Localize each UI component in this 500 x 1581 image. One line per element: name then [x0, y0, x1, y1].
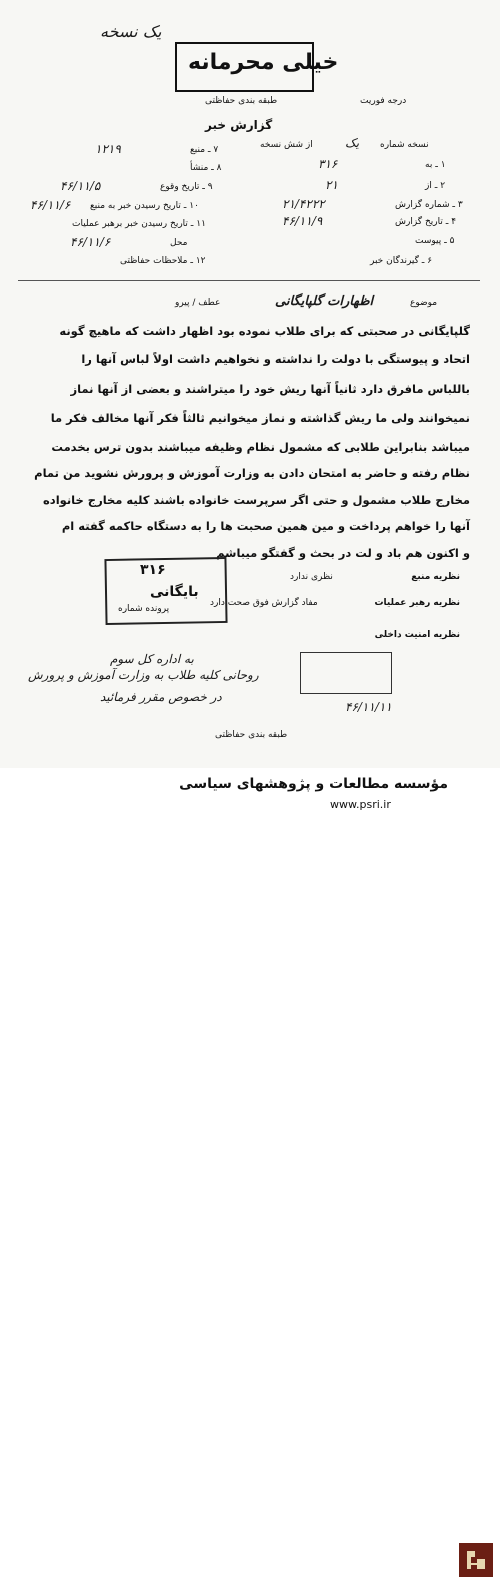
field-value: ۴۶/۱۱/۶	[70, 235, 111, 249]
body-line: مخارج طلاب مشمول و حتی اگر سرپرست خانواده باشند کلیه مخارج خانواده	[43, 493, 470, 507]
field-value: یک	[345, 136, 360, 150]
institute-url: www.psri.ir	[330, 798, 391, 811]
field-value: ۴۶/۱۱/۹	[282, 214, 323, 228]
field-value: ۴۶/۱۱/۵	[60, 179, 101, 193]
field-label: محل	[170, 238, 188, 248]
body-line: اتحاد و پیوستگی با دولت را نداشته و نخواهیم داشت اولاً لباس آنها را	[81, 352, 470, 366]
field-value: ۱۲۱۹	[95, 142, 121, 156]
field-label: ۳ ـ شماره گزارش	[395, 200, 463, 210]
stamp-number: ۳۱۶	[140, 562, 166, 578]
stamp-text: بایگانی	[150, 584, 199, 600]
field-label: ۲ ـ از	[425, 181, 446, 191]
field-label: نسخه شماره	[380, 140, 429, 150]
field-value: ۴۶/۱۱/۶	[30, 198, 71, 212]
opinion-leader-label: نظریه رهبر عملیات	[374, 598, 460, 608]
field-label: ۱ ـ به	[425, 160, 446, 170]
field-value: ۲۱	[325, 178, 338, 192]
body-line: نظام رفته و حاضر به امتحان دادن به وزارت آموزش و پرورش نشوید من تمام	[34, 466, 470, 480]
field-label: ۱۱ ـ تاریخ رسیدن خبر برهبر عملیات	[72, 219, 206, 229]
reference-label: عطف / پیرو	[175, 298, 221, 308]
body-line: میباشد بنابراین طلابی که مشمول نظام وظیفه میباشند بدون ترس بخدمت	[51, 440, 470, 454]
body-line: آنها را خواهم پرداخت و مین همین صحبت ها را به دستگاه حاکمه گفته ام	[61, 519, 470, 533]
classification-title: خیلی محرمانه	[188, 50, 339, 75]
field-label: ۹ ـ تاریخ وقوع	[160, 182, 213, 192]
received-stamp	[300, 652, 392, 694]
copy-note: یک نسخه	[100, 22, 162, 41]
urgency-label: درجه فوریت	[360, 96, 407, 106]
field-label: ۵ ـ پیوست	[415, 236, 455, 246]
field-label: ۷ ـ منبع	[190, 145, 219, 155]
annotation: روحانی کلیه طلاب به وزارت آموزش و پرورش	[28, 668, 259, 682]
footer-bar	[0, 768, 500, 818]
form-title: گزارش خبر	[205, 118, 273, 132]
field-value: ۲۱/۴۲۲۲	[282, 197, 325, 211]
body-line: باللباس مافرق دارد ثانیاً آنها ریش خود را میتراشند و بعضی از آنها نماز	[70, 382, 470, 396]
field-label: ۴ ـ تاریخ گزارش	[395, 217, 457, 227]
divider	[18, 280, 480, 281]
institute-name: مؤسسه مطالعات و پژوهشهای سیاسی	[179, 776, 448, 792]
body-line: و اکنون هم باد و لت در بحث و گفتگو میباشم	[216, 546, 470, 560]
body-line: گلپایگانی در صحبتی که برای طلاب نموده بود اظهار داشت که ماهیچ گونه	[59, 324, 470, 338]
field-extra: از شش نسخه	[260, 140, 313, 150]
opinion-source-value: نظری ندارد	[290, 572, 333, 582]
opinion-security-label: نظریه امنیت داخلی	[374, 630, 460, 640]
field-label: ۸ ـ منشأ	[190, 163, 222, 173]
field-label: ۶ ـ گیرندگان خبر	[370, 256, 433, 266]
subject-value: اظهارات گلپایگانی	[275, 294, 374, 309]
classification-caption: طبقه بندی حفاظتی	[205, 96, 278, 106]
field-label: ۱۲ ـ ملاحظات حفاظتی	[120, 256, 206, 266]
opinion-source-label: نظریه منبع	[411, 572, 460, 582]
annotation: به اداره کل سوم	[110, 652, 194, 666]
annotation: ۴۶/۱۱/۱۱	[345, 700, 392, 714]
footer-classification-caption: طبقه بندی حفاظتی	[215, 730, 288, 740]
stamp-subtext: پرونده شماره	[118, 604, 170, 614]
subject-label: موضوع	[410, 298, 438, 308]
institute-logo-icon	[459, 1543, 493, 1577]
field-label: ۱۰ ـ تاریخ رسیدن خبر به منبع	[90, 201, 199, 211]
field-value: ۳۱۶	[318, 157, 338, 171]
annotation: در خصوص مقرر فرمائید	[100, 690, 222, 704]
body-line: نمیخوانند ولی ما ریش گذاشته و نماز میخوانیم ثالثاً فکر آنها مخالف فکر ما	[50, 411, 470, 425]
opinion-leader-value: مفاد گزارش فوق صحت دارد	[210, 598, 318, 608]
